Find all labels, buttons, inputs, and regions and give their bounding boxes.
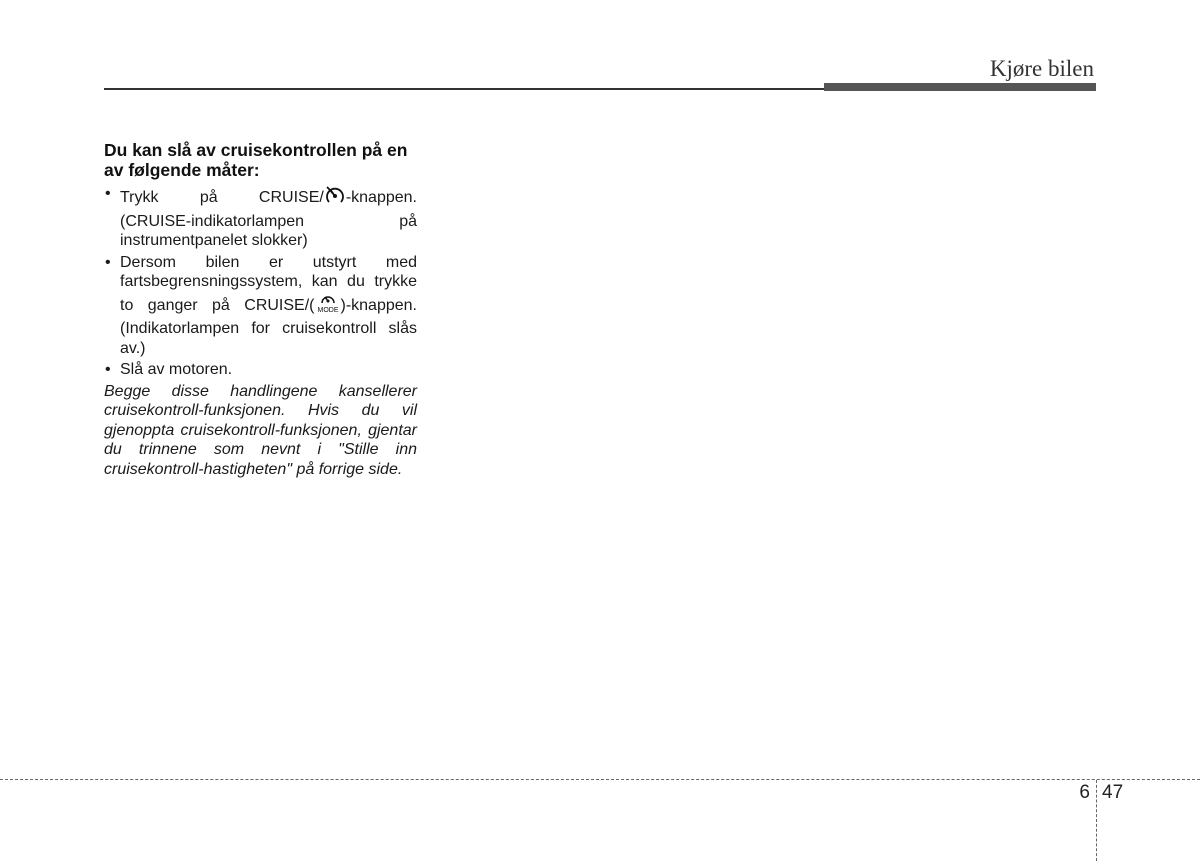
cruise-speedometer-icon [324, 184, 346, 212]
content-column [104, 140, 417, 479]
bullet-item [104, 360, 417, 380]
chapter-title: Kjøre bilen [989, 56, 1094, 81]
bullet-text: Slå av motoren. [120, 361, 233, 378]
page-number: 47 [1102, 782, 1124, 803]
bullet-item [104, 184, 417, 251]
header-rule-accent [824, 83, 1096, 91]
bullet-item [104, 253, 417, 359]
section-heading: Du kan slå av cruisekontrollen på en av følgende måter: [104, 140, 408, 180]
cruise-mode-icon [315, 292, 341, 320]
bullet-text-pre: Trykk på CRUISE/ [120, 189, 324, 206]
bullet-text-post: -knappen. (CRUISE-indikatorlampen på instrumentpanelet slokker) [120, 189, 417, 249]
footer-vertical-divider [1096, 780, 1097, 861]
note-text: Begge disse handlingene kansellerer cruisekontroll-funksjonen. Hvis du vil gjenoppta cruisekontroll-funksjonen, gjentar du trinnene som nevnt i "Stille inn cruisekontroll-hastigheten" på forrige side. [104, 382, 417, 478]
bullet-text-post: )-knappen. (Indikatorlampen for cruisekontroll slås av.) [120, 296, 417, 357]
footer-divider [0, 779, 1200, 780]
bullet-list [104, 184, 417, 380]
header-rule [104, 88, 824, 90]
chapter-number: 6 [1079, 782, 1090, 803]
bullet-text-pre: Dersom bilen er utstyrt med fartsbegrensningssystem, kan du trykke to ganger på CRUISE/( [120, 253, 417, 314]
mode-icon-label: MODE [317, 306, 338, 314]
